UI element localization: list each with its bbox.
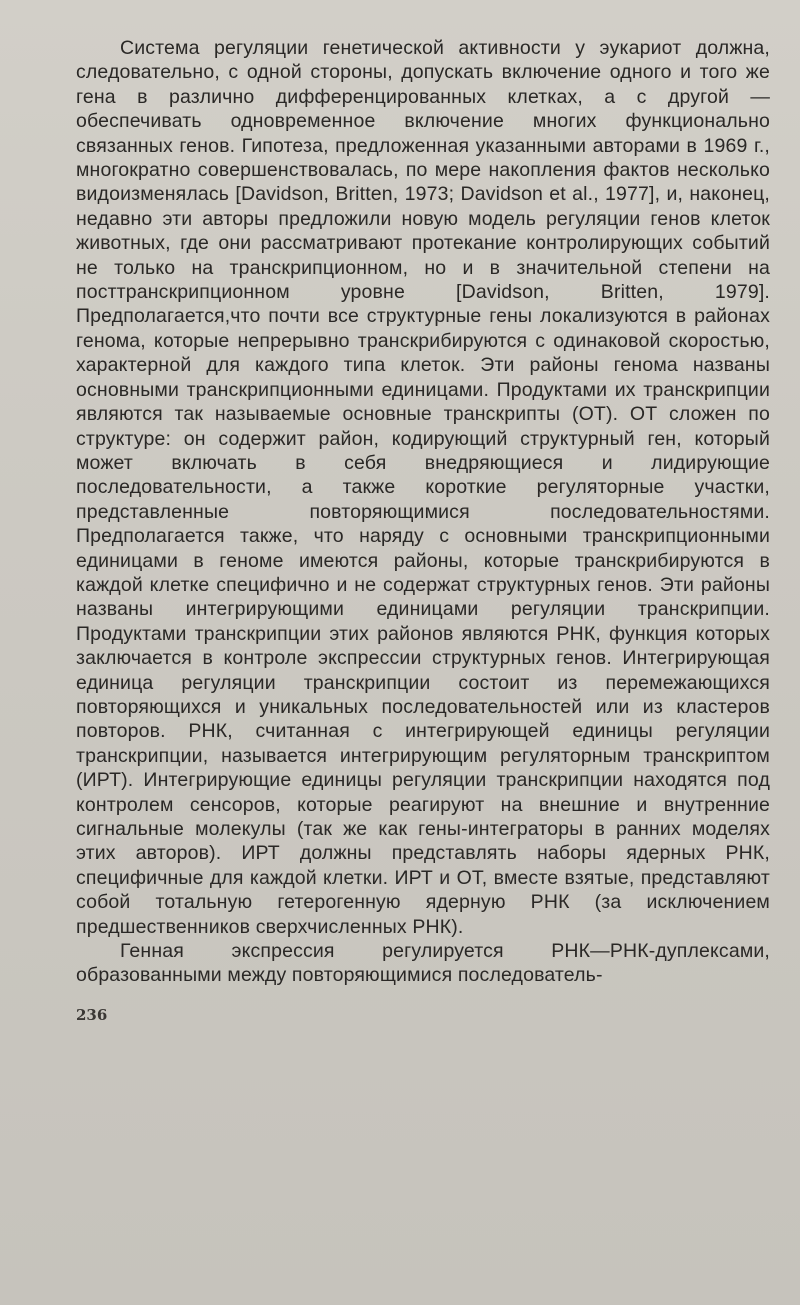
body-text	[76, 36, 770, 988]
paragraph-2: Генная экспрессия регулируется РНК—РНК-дуплексами, образованными между повторяющимися последователь-	[76, 940, 770, 987]
paragraph-1: Система регуляции генетической активности у эукариот должна, следовательно, с одной стороны, допускать включение одного и того же гена в различно дифференцированных клетках, а с другой — обеспечивать одновременное включение многих функционально связанных генов. Гипотеза, предложенная указанными авторами в 1969 г., многократно совершенствовалась, по мере накопления фактов несколько видоизменялась [Davidson, Britten, 1973; Davidson et al., 1977], и, наконец, недавно эти авторы предложили новую модель регуляции генов клеток животных, где они рассматривают протекание контролирующих событий не только на транскрипционном, но и в значительной степени на посттранскрипционном уровне [Davidson, Britten, 1979]. Предполагается,что почти все структурные гены локализуются в районах генома, которые непрерывно транскрибируются с одинаковой скоростью, характерной для каждого типа клеток. Эти районы генома названы основными транскрипционными единицами. Продуктами их транскрипции являются так называемые основные транскрипты (ОТ). ОТ сложен по структуре: он содержит район, кодирующий структурный ген, который может включать в себя внедряющиеся и лидирующие последовательности, а также короткие регуляторные участки, представленные повторяющимися последовательностями. Предполагается также, что наряду с основными транскрипционными единицами в геноме имеются районы, которые транскрибируются в каждой клетке специфично и не содержат структурных генов. Эти районы названы интегрирующими единицами регуляции транскрипции. Продуктами транскрипции этих районов являются РНК, функция которых заключается в контроле экспрессии структурных генов. Интегрирующая единица регуляции транскрипции состоит из перемежающихся повторяющихся и уникальных последовательностей или из кластеров повторов. РНК, считанная с интегрирующей единицы регуляции транскрипции, называется интегрирующим регуляторным транскриптом (ИРТ). Интегрирующие единицы регуляции транскрипции находятся под контролем сенсоров, которые реагируют на внешние и внутренние сигнальные молекулы (так же как гены-интеграторы в ранних моделях этих авторов). ИРТ должны представлять наборы ядерных РНК, специфичные для каждой клетки. ИРТ и ОТ, вместе взятые, представляют собой тотальную гетерогенную ядерную РНК (за исключением предшественников сверхчисленных РНК).	[76, 37, 770, 938]
page-number: 236	[76, 1006, 108, 1024]
